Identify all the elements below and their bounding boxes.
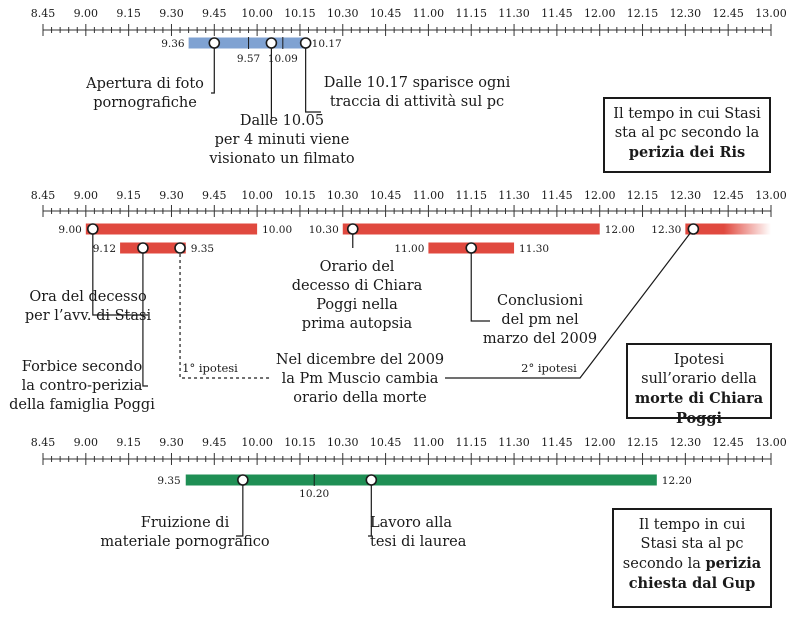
callout-filmato-line: per 4 minuti viene xyxy=(214,132,350,148)
axis-tick-label: 9.00 xyxy=(73,7,99,20)
callout-forbice-line: la contro-perizia xyxy=(21,378,143,394)
bar-start-label: 9.12 xyxy=(92,243,117,255)
marker-circle xyxy=(466,243,476,253)
bar-start-label: 11.00 xyxy=(394,243,425,255)
axis-tick-label: 10.45 xyxy=(369,189,402,202)
callout-forbice xyxy=(9,359,155,413)
timeline-bar xyxy=(86,224,257,235)
bar-end-label: 9.35 xyxy=(190,243,215,255)
axis-tick-label: 9.30 xyxy=(159,189,184,202)
bar-start-label: 10.30 xyxy=(308,224,339,236)
bar-start-label: 9.36 xyxy=(161,38,185,50)
callout-tesi-line: tesi di laurea xyxy=(370,534,467,550)
bar-start-label: 12.30 xyxy=(651,224,682,236)
axis-tick-label: 9.30 xyxy=(159,436,184,449)
caption-box-morte xyxy=(626,343,772,427)
axis-tick-label: 10.00 xyxy=(241,189,273,202)
callout-fruizione-line: Fruizione di xyxy=(140,515,230,531)
axis-tick-label: 9.15 xyxy=(116,7,141,20)
axis-tick-label: 13.00 xyxy=(755,189,787,202)
callout-filmato xyxy=(208,113,354,167)
marker-circle xyxy=(209,38,219,48)
axis-tick-label: 10.15 xyxy=(284,189,316,202)
axis-tick-label: 10.45 xyxy=(369,436,402,449)
callout-filmato-line: visionato un filmato xyxy=(209,151,355,167)
axis-tick-label: 11.15 xyxy=(455,189,487,202)
hypothesis-label: 1° ipotesi xyxy=(182,361,238,375)
callout-autopsia-line: Orario del xyxy=(319,259,395,275)
leader-apertura xyxy=(211,43,214,93)
axis-tick-label: 12.00 xyxy=(583,436,616,449)
leader-fruizione xyxy=(236,480,243,536)
callout-pm-line: marzo del 2009 xyxy=(482,331,598,347)
bar-start-label: 9.35 xyxy=(157,475,181,487)
callout-autopsia xyxy=(292,259,423,332)
axis-tick-label: 8.45 xyxy=(30,436,56,449)
timeline-bar xyxy=(186,475,657,486)
axis-tick-label: 12.15 xyxy=(626,436,659,449)
marker-circle xyxy=(138,243,148,253)
axis-tick-label: 9.00 xyxy=(73,436,99,449)
callout-pm xyxy=(483,293,597,347)
caption-bold: perizia dei Ris xyxy=(628,144,746,161)
axis-tick-label: 13.00 xyxy=(755,7,787,20)
axis-tick-label: 10.00 xyxy=(241,436,273,449)
callout-fruizione xyxy=(100,515,269,550)
axis-tick-label: 9.00 xyxy=(73,189,99,202)
leader-ipotesi1 xyxy=(180,248,272,378)
axis-tick-label: 12.00 xyxy=(583,189,616,202)
bar-end-label: 10.17 xyxy=(311,38,342,50)
callout-dicembre-line: orario della morte xyxy=(293,390,427,406)
callout-avv xyxy=(25,289,152,324)
axis-tick-label: 13.00 xyxy=(755,436,787,449)
callout-tesi-line: Lavoro alla xyxy=(370,515,453,531)
bar-end-label: 12.00 xyxy=(604,224,635,236)
axis-tick-label: 11.45 xyxy=(541,7,573,20)
marker-label: 9.57 xyxy=(236,53,261,65)
callout-avv-line: per l’avv. di Stasi xyxy=(24,308,152,324)
callout-dicembre xyxy=(276,352,444,406)
axis-tick-label: 11.30 xyxy=(498,189,530,202)
axis-tick-label: 9.45 xyxy=(202,7,227,20)
callout-tesi xyxy=(370,515,467,550)
callout-autopsia-line: prima autopsia xyxy=(301,316,413,332)
axis-tick-label: 12.45 xyxy=(712,436,744,449)
callout-dicembre-line: Nel dicembre del 2009 xyxy=(275,352,445,368)
timeline-bar xyxy=(189,38,306,49)
axis-morte xyxy=(31,189,787,217)
axis-tick-label: 11.00 xyxy=(412,7,445,20)
callout-autopsia-line: decesso di Chiara xyxy=(291,278,423,294)
caption-text: Il tempo in cui Stasi sta al pc secondo la xyxy=(622,517,746,572)
axis-tick-label: 9.15 xyxy=(116,436,141,449)
axis-tick-label: 10.30 xyxy=(327,436,359,449)
axis-tick-label: 12.00 xyxy=(583,7,616,20)
axis-tick-label: 11.00 xyxy=(412,189,445,202)
axis-ris xyxy=(31,7,787,36)
callout-sparisce-line: traccia di attività sul pc xyxy=(329,94,505,110)
marker-circle xyxy=(175,243,185,253)
axis-tick-label: 11.45 xyxy=(541,436,573,449)
callout-forbice-line: Forbice secondo xyxy=(21,359,143,375)
axis-tick-label: 9.45 xyxy=(202,436,227,449)
callout-apertura xyxy=(85,76,204,111)
labels-gup xyxy=(100,475,691,550)
labels-morte xyxy=(9,224,681,413)
bars-ris xyxy=(189,38,306,49)
axis-tick-label: 9.15 xyxy=(116,189,141,202)
marker-circle xyxy=(88,224,98,234)
timeline-bar xyxy=(343,224,600,235)
callout-apertura-line: pornografiche xyxy=(93,95,197,111)
caption-box-ris xyxy=(603,97,771,173)
marker-circle xyxy=(266,38,276,48)
callout-fruizione-line: materiale pornografico xyxy=(100,534,270,550)
axis-tick-label: 12.30 xyxy=(669,436,702,449)
axis-tick-label: 8.45 xyxy=(30,7,56,20)
callout-dicembre-line: la Pm Muscio cambia xyxy=(281,371,439,387)
axis-tick-label: 10.15 xyxy=(284,7,316,20)
axis-tick-label: 11.30 xyxy=(498,436,530,449)
leader-pm xyxy=(471,248,490,321)
caption-box-gup xyxy=(612,508,772,608)
marker-circle xyxy=(366,475,376,485)
bar-end-label: 10.00 xyxy=(262,224,293,236)
axis-tick-label: 11.15 xyxy=(455,7,487,20)
axis-tick-label: 10.45 xyxy=(369,7,402,20)
axis-tick-label: 10.30 xyxy=(327,189,359,202)
caption-bold: morte di Chiara Poggi xyxy=(634,390,764,427)
callout-sparisce-line: Dalle 10.17 sparisce ogni xyxy=(323,75,511,91)
caption-text: Il tempo in cui Stasi sta al pc secondo la xyxy=(613,106,761,141)
axis-tick-label: 12.15 xyxy=(626,189,659,202)
callout-apertura-line: Apertura di foto xyxy=(86,76,204,92)
axis-tick-label: 12.45 xyxy=(712,7,744,20)
marker-label: 10.20 xyxy=(299,488,330,500)
labels-ris xyxy=(85,38,511,167)
hypothesis-label: 2° ipotesi xyxy=(521,361,577,375)
callout-pm-line: Conclusioni xyxy=(496,293,584,309)
axis-tick-label: 12.30 xyxy=(669,189,702,202)
axis-gup xyxy=(31,436,787,465)
callout-forbice-line: della famiglia Poggi xyxy=(9,397,155,413)
axis-tick-label: 9.30 xyxy=(159,7,184,20)
leaders-ris xyxy=(209,37,321,118)
axis-tick-label: 9.45 xyxy=(202,189,227,202)
bar-start-label: 9.00 xyxy=(58,224,82,236)
marker-circle xyxy=(238,475,248,485)
caption-text: Ipotesi sull’orario della xyxy=(641,352,757,387)
marker-circle xyxy=(348,224,358,234)
callout-filmato-line: Dalle 10.05 xyxy=(239,113,325,129)
axis-tick-label: 12.30 xyxy=(669,7,702,20)
callout-sparisce xyxy=(324,75,511,110)
leader-sparisce xyxy=(306,43,321,112)
axis-tick-label: 10.15 xyxy=(284,436,316,449)
caption-bold: perizia chiesta dal Gup xyxy=(628,555,762,592)
axis-tick-label: 11.30 xyxy=(498,7,530,20)
axis-tick-label: 11.15 xyxy=(455,436,487,449)
axis-tick-label: 12.15 xyxy=(626,7,659,20)
bar-end-label: 11.30 xyxy=(519,243,550,255)
axis-tick-label: 10.00 xyxy=(241,7,273,20)
callout-autopsia-line: Poggi nella xyxy=(316,297,398,313)
bar-end-label: 12.20 xyxy=(661,475,692,487)
callout-pm-line: del pm nel xyxy=(501,312,579,328)
marker-circle xyxy=(688,224,698,234)
axis-tick-label: 11.45 xyxy=(541,189,573,202)
axis-tick-label: 11.00 xyxy=(412,436,445,449)
marker-label: 10.09 xyxy=(267,53,298,65)
bars-gup xyxy=(186,475,657,486)
callout-avv-line: Ora del decesso xyxy=(29,289,147,305)
axis-tick-label: 8.45 xyxy=(30,189,56,202)
marker-circle xyxy=(301,38,311,48)
axis-tick-label: 12.45 xyxy=(712,189,744,202)
axis-tick-label: 10.30 xyxy=(327,7,359,20)
